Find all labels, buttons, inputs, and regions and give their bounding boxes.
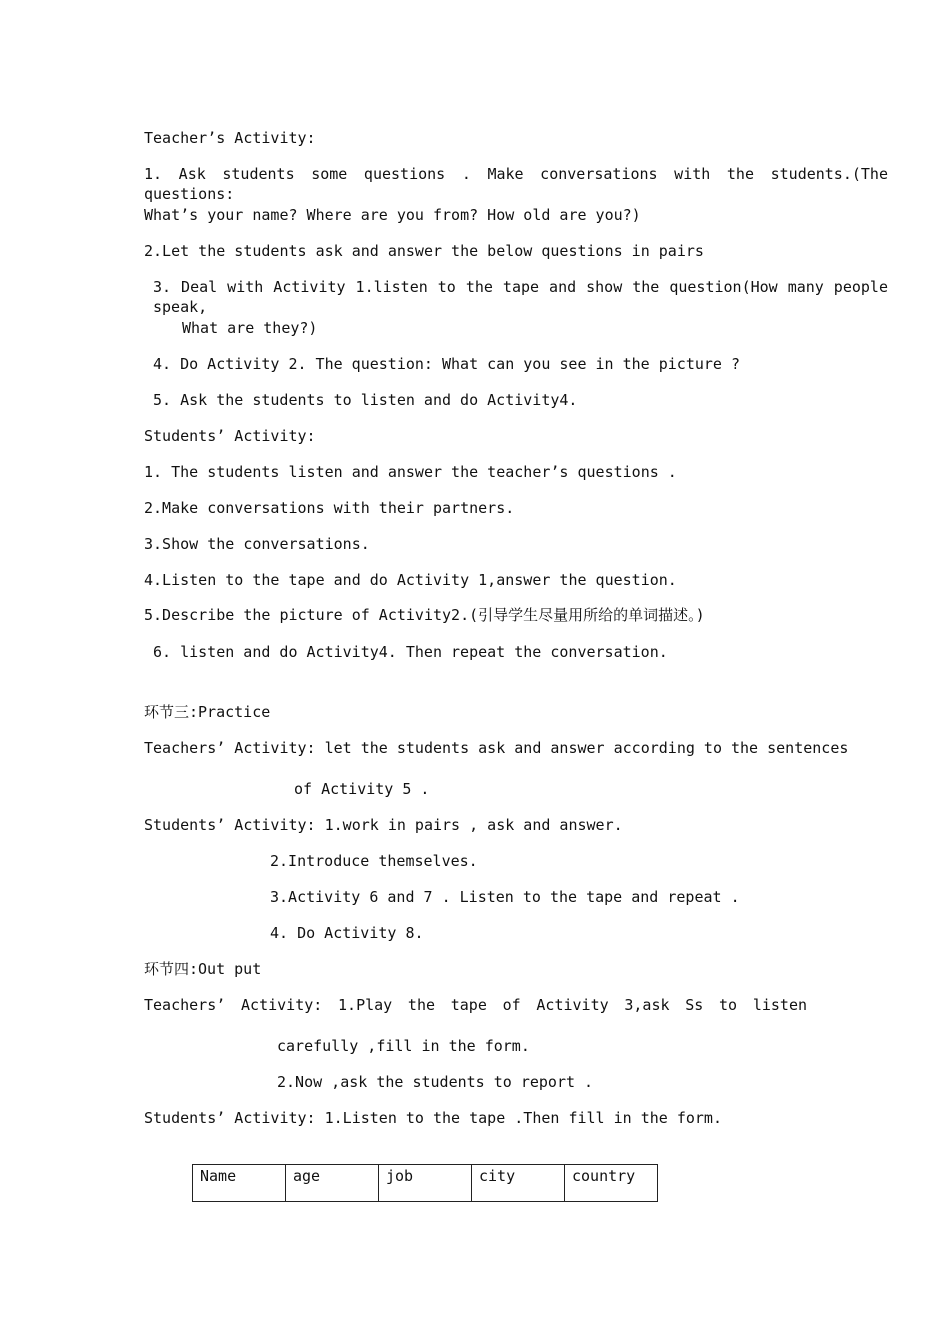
text-line: Teachers’ Activity: 1.Play the tape of Activity 3,ask Ss to listen	[144, 996, 807, 1014]
text-line: of Activity 5 .	[294, 780, 430, 798]
text-line: Teacher’s Activity:	[144, 129, 316, 147]
section-heading: 环节四:Out put	[144, 960, 262, 978]
table-header-cell: Name	[193, 1165, 286, 1202]
text-line: 1. The students listen and answer the teacher’s questions .	[144, 463, 677, 481]
text-line: 4.Listen to the tape and do Activity 1,answer the question.	[144, 571, 677, 589]
table-header-cell: city	[472, 1165, 565, 1202]
table-header-cell: age	[286, 1165, 379, 1202]
text-line: 2.Now ,ask the students to report .	[277, 1073, 594, 1091]
table-header-cell: job	[379, 1165, 472, 1202]
info-form-table	[192, 1164, 658, 1202]
text-line: 2.Make conversations with their partners.	[144, 499, 515, 517]
text-line: 2.Introduce themselves.	[270, 852, 478, 870]
text-line: 3.Activity 6 and 7 . Listen to the tape and repeat .	[270, 888, 740, 906]
table-row	[193, 1165, 658, 1202]
text-line: 6. listen and do Activity4. Then repeat the conversation.	[153, 643, 668, 661]
text-line: Students’ Activity:	[144, 427, 316, 445]
text-line: Students’ Activity: 1.work in pairs , ask and answer.	[144, 816, 623, 834]
table-header-cell: country	[565, 1165, 658, 1202]
text-line: What are they?)	[182, 319, 318, 337]
text-line: 3. Deal with Activity 1.listen to the tape and show the question(How many people speak,	[153, 278, 888, 316]
text-line: 5. Ask the students to listen and do Activity4.	[153, 391, 578, 409]
text-line: carefully ,fill in the form.	[277, 1037, 530, 1055]
text-line: 5.Describe the picture of Activity2.(引导学生尽量用所给的单词描述。)	[144, 606, 705, 624]
text-line: 4. Do Activity 8.	[270, 924, 424, 942]
text-line: 1. Ask students some questions . Make conversations with the students.(The questions:	[144, 165, 888, 203]
text-line: 3.Show the conversations.	[144, 535, 370, 553]
text-line: Teachers’ Activity: let the students ask and answer according to the sentences	[144, 739, 849, 757]
text-line: 4. Do Activity 2. The question: What can you see in the picture ?	[153, 355, 740, 373]
text-line: 2.Let the students ask and answer the below questions in pairs	[144, 242, 704, 260]
text-line: Students’ Activity: 1.Listen to the tape .Then fill in the form.	[144, 1109, 722, 1127]
text-line: What’s your name? Where are you from? How old are you?)	[144, 206, 641, 224]
section-heading: 环节三:Practice	[144, 703, 271, 721]
